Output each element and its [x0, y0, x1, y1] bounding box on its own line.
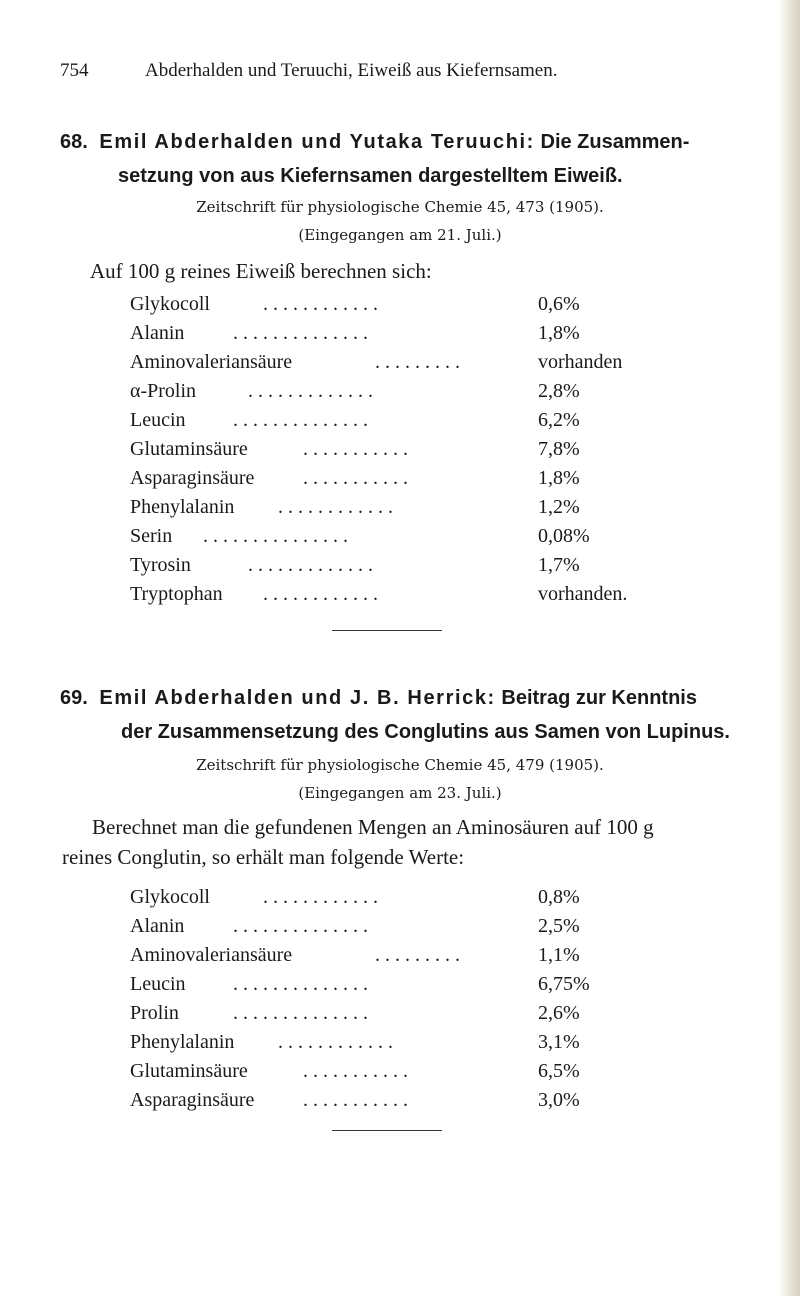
list-item: Phenylalanin . . . . . . . . . . . . 1,2%	[130, 496, 580, 518]
list-item: Leucin . . . . . . . . . . . . . . 6,2%	[130, 409, 580, 431]
list-item: Prolin . . . . . . . . . . . . . . 2,6%	[130, 1002, 580, 1024]
entry-number: 68.	[60, 131, 88, 153]
list-item: Tyrosin . . . . . . . . . . . . . 1,7%	[130, 554, 580, 576]
list-item: Glykocoll . . . . . . . . . . . . 0,8%	[130, 886, 580, 908]
entry-title-line2: setzung von aus Kiefernsamen dargestelltem Eiweiß.	[118, 165, 623, 187]
list-item: Aminovaleriansäure . . . . . . . . . vorhanden	[130, 351, 623, 373]
list-item: Leucin . . . . . . . . . . . . . . 6,75%	[130, 973, 590, 995]
section-divider	[332, 1130, 442, 1131]
list-item: Tryptophan . . . . . . . . . . . . vorhanden.	[130, 583, 628, 605]
entry-68-title	[60, 125, 740, 193]
entry-69-intro-line1: Berechnet man die gefundenen Mengen an Aminosäuren auf 100 g	[92, 815, 654, 839]
entry-69-intro-line2: reines Conglutin, so erhält man folgende Werte:	[62, 845, 465, 869]
list-item: Phenylalanin . . . . . . . . . . . . 3,1%	[130, 1031, 580, 1053]
page-number: 754	[60, 60, 89, 81]
entry-68-citation: Zeitschrift für physiologische Chemie 45, 473 (1905).	[196, 198, 604, 216]
list-item: Aminovaleriansäure . . . . . . . . . 1,1%	[130, 944, 580, 966]
list-item: α-Prolin . . . . . . . . . . . . . 2,8%	[130, 380, 580, 402]
entry-69-amino-list	[130, 883, 690, 1115]
entry-title-start: Beitrag zur Kenntnis	[501, 687, 697, 709]
running-title: Abderhalden und Teruuchi, Eiweiß aus Kiefernsamen.	[145, 60, 558, 81]
list-item: Asparaginsäure . . . . . . . . . . . 1,8%	[130, 467, 580, 489]
entry-69-received: (Eingegangen am 23. Juli.)	[298, 784, 502, 802]
section-divider	[332, 630, 442, 631]
entry-68-received: (Eingegangen am 21. Juli.)	[298, 226, 502, 244]
entry-69-title	[60, 681, 740, 749]
entry-68-intro: Auf 100 g reines Eiweiß berechnen sich:	[90, 259, 432, 283]
entry-title-line2: der Zusammensetzung des Conglutins aus Samen von Lupinus.	[121, 721, 730, 743]
entry-68-amino-list	[130, 290, 690, 609]
list-item: Serin . . . . . . . . . . . . . . . 0,08%	[130, 525, 590, 547]
list-item: Alanin . . . . . . . . . . . . . . 2,5%	[130, 915, 580, 937]
entry-authors: Emil Abderhalden und Yutaka Teruuchi:	[99, 131, 535, 153]
list-item: Alanin . . . . . . . . . . . . . . 1,8%	[130, 322, 580, 344]
entry-title-start: Die Zusammen-	[540, 131, 690, 153]
list-item: Glutaminsäure . . . . . . . . . . . 7,8%	[130, 438, 580, 460]
entry-number: 69.	[60, 687, 88, 709]
list-item: Glutaminsäure . . . . . . . . . . . 6,5%	[130, 1060, 580, 1082]
list-item: Asparaginsäure . . . . . . . . . . . 3,0%	[130, 1089, 580, 1111]
entry-69-citation: Zeitschrift für physiologische Chemie 45, 479 (1905).	[196, 756, 604, 774]
entry-authors: Emil Abderhalden und J. B. Herrick:	[99, 687, 496, 709]
list-item: Glykocoll . . . . . . . . . . . . 0,6%	[130, 293, 580, 315]
